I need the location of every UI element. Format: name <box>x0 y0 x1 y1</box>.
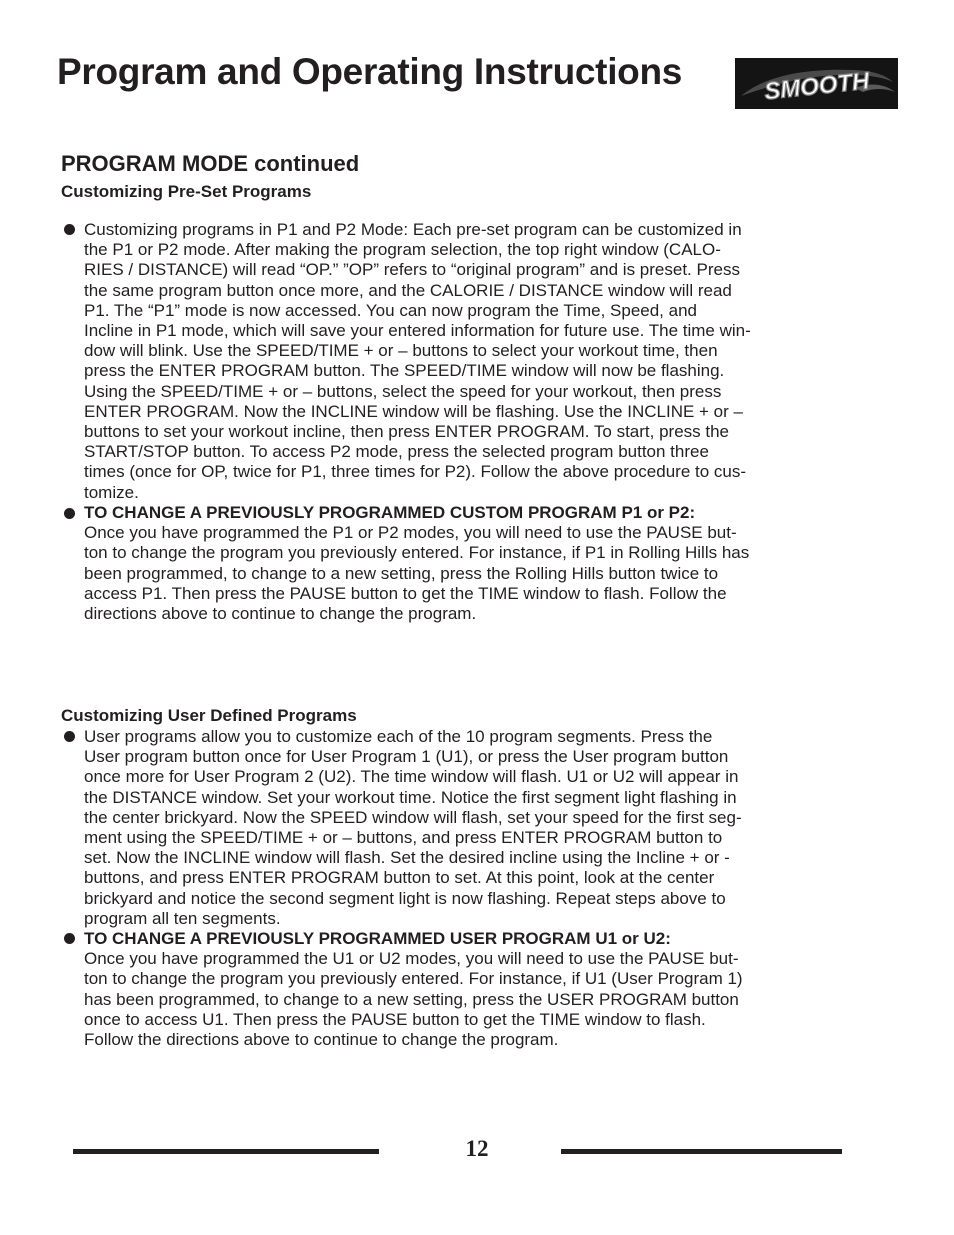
text-line: the same program button once more, and the CALORIE / DISTANCE window will read <box>84 280 732 300</box>
preset-bullet1-paragraph <box>84 220 844 503</box>
text-line: ton to change the program you previously entered. For instance, if P1 in Rolling Hills has <box>84 543 750 563</box>
text-line: access P1. Then press the PAUSE button to get the TIME window to flash. Follow the <box>84 583 727 603</box>
text-line: START/STOP button. To access P2 mode, press the selected program button three <box>84 442 709 462</box>
text-line: tomize. <box>84 482 139 502</box>
bullet-icon <box>64 224 75 235</box>
user-bullet2-paragraph <box>84 929 844 1050</box>
text-line: directions above to continue to change the program. <box>84 604 477 624</box>
text-line: program all ten segments. <box>84 908 281 928</box>
footer-rule-right <box>561 1149 842 1154</box>
text-line: ment using the SPEED/TIME + or – buttons, and press ENTER PROGRAM button to <box>84 828 723 848</box>
text-line: P1. The “P1” mode is now accessed. You can now program the Time, Speed, and <box>84 300 697 320</box>
preset-subheading: Customizing Pre-Set Programs <box>61 182 312 201</box>
text-line: Using the SPEED/TIME + or – buttons, select the speed for your workout, then press <box>84 381 722 401</box>
section-heading: PROGRAM MODE continued <box>61 151 360 176</box>
text-line: ton to change the program you previously entered. For instance, if U1 (User Program 1) <box>84 969 743 989</box>
text-line: has been programmed, to change to a new setting, press the USER PROGRAM button <box>84 989 739 1009</box>
bullet-icon <box>64 933 75 944</box>
user-bullet1-paragraph <box>84 727 844 929</box>
text-line: buttons to set your workout incline, then press ENTER PROGRAM. To start, press the <box>84 422 730 442</box>
text-line: buttons, and press ENTER PROGRAM button to set. At this point, look at the center <box>84 868 715 888</box>
bullet-icon <box>64 731 75 742</box>
preset-bullet2-paragraph <box>84 503 844 624</box>
brand-logo <box>735 58 898 109</box>
text-line: Once you have programmed the P1 or P2 modes, you will need to use the PAUSE but- <box>84 523 737 543</box>
text-line: once to access U1. Then press the PAUSE button to get the TIME window to flash. <box>84 1009 706 1029</box>
text-line: once more for User Program 2 (U2). The time window will flash. U1 or U2 will appear in <box>84 767 739 787</box>
text-line: the P1 or P2 mode. After making the program selection, the top right window (CALO- <box>84 240 721 260</box>
text-line: Follow the directions above to continue to change the program. <box>84 1030 559 1050</box>
text-line: dow will blink. Use the SPEED/TIME + or – buttons to select your workout time, then <box>84 341 718 361</box>
text-line: RIES / DISTANCE) will read “OP.” ”OP” refers to “original program” and is preset. Press <box>84 260 740 280</box>
page-title: Program and Operating Instructions <box>57 51 683 92</box>
text-line: been programmed, to change to a new setting, press the Rolling Hills button twice to <box>84 563 719 583</box>
text-line: User program button once for User Program 1 (U1), or press the User program button <box>84 747 729 767</box>
text-line: Customizing programs in P1 and P2 Mode: Each pre-set program can be customized in <box>84 220 742 239</box>
bullet-icon <box>64 508 75 519</box>
text-line: ENTER PROGRAM. Now the INCLINE window will be flashing. Use the INCLINE + or – <box>84 401 743 421</box>
user-subheading: Customizing User Defined Programs <box>61 706 357 725</box>
text-line: the center brickyard. Now the SPEED window will flash, set your speed for the first seg- <box>84 807 742 827</box>
footer-rule-left <box>73 1149 379 1154</box>
text-line: Once you have programmed the U1 or U2 modes, you will need to use the PAUSE but- <box>84 949 739 969</box>
page-number: 12 <box>465 1136 489 1161</box>
bullet-heading: TO CHANGE A PREVIOUSLY PROGRAMMED CUSTOM PROGRAM P1 or P2: <box>84 503 696 522</box>
text-line: the DISTANCE window. Set your workout time. Notice the first segment light flashing in <box>84 787 737 807</box>
text-line: User programs allow you to customize each of the 10 program segments. Press the <box>84 727 713 746</box>
logo-text: SMOOTH <box>763 67 871 106</box>
bullet-heading: TO CHANGE A PREVIOUSLY PROGRAMMED USER PROGRAM U1 or U2: <box>84 929 671 948</box>
text-line: set. Now the INCLINE window will flash. Set the desired incline using the Incline + or - <box>84 848 730 868</box>
text-line: press the ENTER PROGRAM button. The SPEED/TIME window will now be flashing. <box>84 361 725 381</box>
text-line: Incline in P1 mode, which will save your entered information for future use. The time win- <box>84 321 751 341</box>
text-line: brickyard and notice the second segment light is now flashing. Repeat steps above to <box>84 888 726 908</box>
logo-graphic <box>735 58 898 109</box>
text-line: times (once for OP, twice for P1, three times for P2). Follow the above procedure to cus- <box>84 462 747 482</box>
